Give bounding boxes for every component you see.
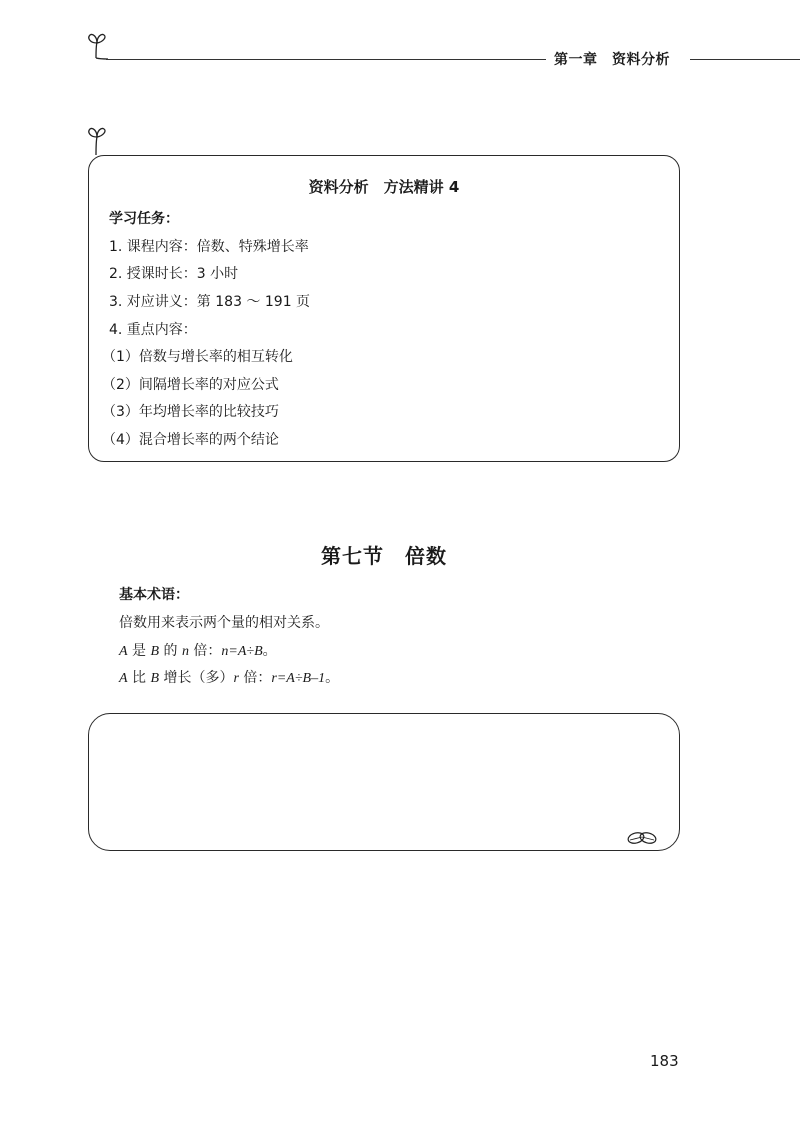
task-item: 2. 授课时长：3 小时 (109, 266, 239, 282)
var-b: B (150, 671, 160, 686)
task-subitem: （2）间隔增长率的对应公式 (102, 377, 279, 393)
task-item: 1. 课程内容：倍数、特殊增长率 (109, 239, 309, 255)
definition-text: 倍数用来表示两个量的相对关系。 (119, 615, 329, 631)
var-r: r (233, 671, 239, 686)
var-b: B (150, 644, 160, 659)
rule-text: 的 (159, 643, 182, 659)
rule-text: 是 (127, 643, 151, 659)
var-a: A (119, 644, 128, 659)
task-label: 学习任务： (109, 211, 179, 227)
rule-text: 比 (127, 670, 151, 686)
task-subitem: （4）混合增长率的两个结论 (102, 432, 279, 448)
sprout-icon (84, 125, 112, 155)
terms-label: 基本术语： (119, 587, 189, 603)
rule-text: 增长（多） (159, 670, 234, 686)
task-box-title: 资料分析 方法精讲 4 (308, 178, 460, 196)
formula: n=A÷B (221, 644, 263, 659)
rule-text: 。 (325, 670, 340, 686)
rule-growth-multiple (119, 667, 339, 687)
section-title: 第七节 倍数 (321, 544, 447, 568)
header-rule-right (690, 59, 800, 60)
rule-multiple (119, 640, 277, 660)
notes-box (88, 713, 680, 851)
task-item: 4. 重点内容： (109, 322, 197, 338)
rule-text: 。 (262, 643, 277, 659)
var-a: A (119, 671, 128, 686)
rule-text: 倍： (188, 643, 222, 659)
task-subitem: （1）倍数与增长率的相互转化 (102, 349, 293, 365)
var-n: n (181, 644, 189, 659)
page-number: 183 (650, 1052, 679, 1070)
header-rule-left (106, 59, 546, 60)
leaves-icon (626, 830, 658, 846)
task-subitem: （3）年均增长率的比较技巧 (102, 404, 279, 420)
chapter-title: 第一章 资料分析 (554, 52, 670, 68)
sprout-icon (84, 32, 112, 62)
task-item: 3. 对应讲义：第 183 ～ 191 页 (109, 294, 311, 310)
formula: r=A÷B–1 (271, 671, 326, 686)
rule-text: 倍： (238, 670, 272, 686)
